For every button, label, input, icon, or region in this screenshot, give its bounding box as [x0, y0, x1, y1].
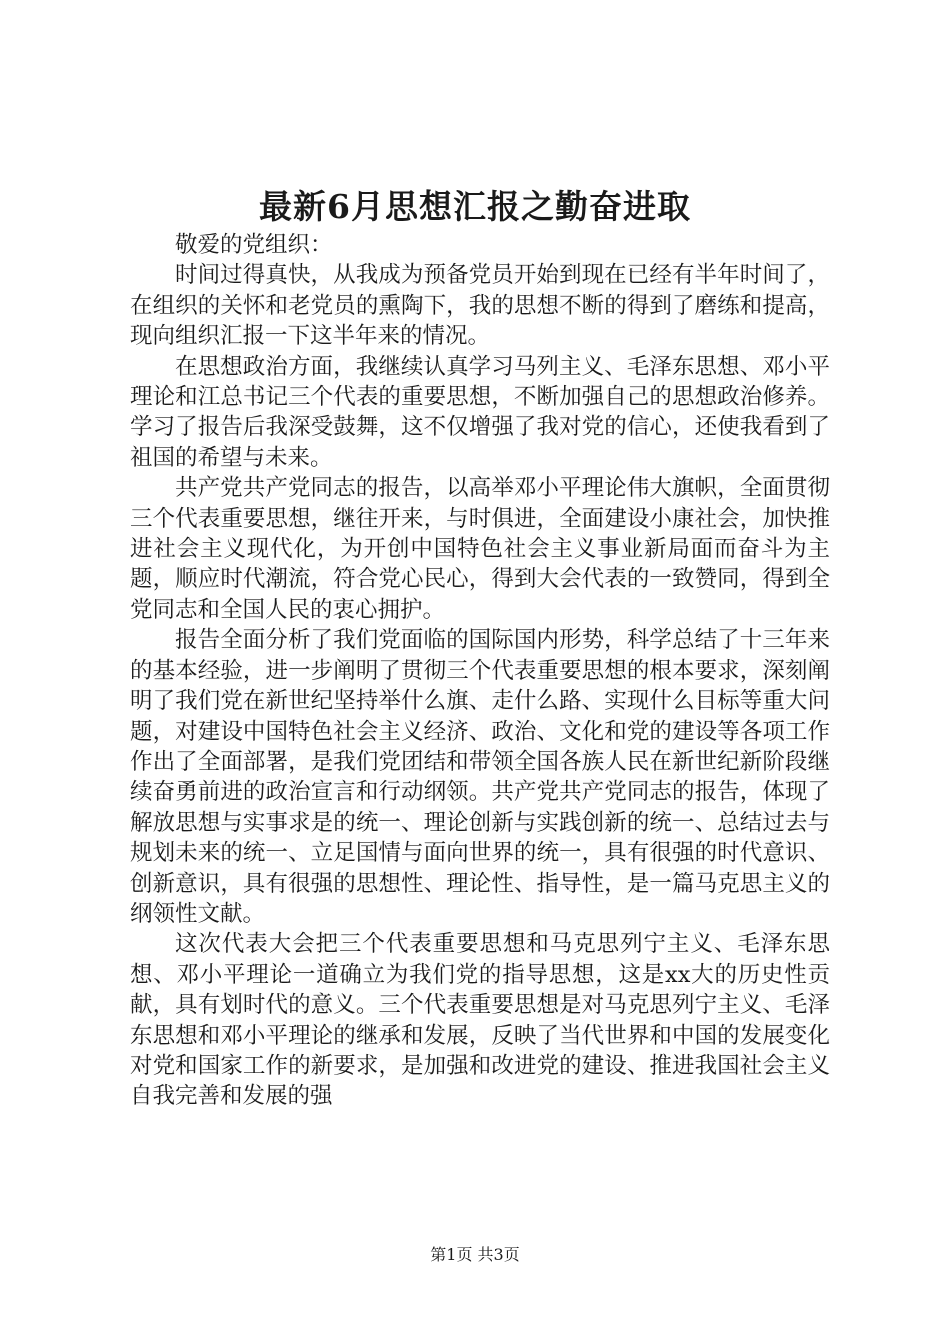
- page-title: 最新6月思想汇报之勤奋进取: [259, 187, 691, 226]
- paragraph: 时间过得真快，从我成为预备党员开始到现在已经有半年时间了，在组织的关怀和老党员的熏陶下，我的思想不断的得到了磨练和提高，现向组织汇报一下这半年来的情况。: [130, 262, 830, 350]
- paragraph: 报告全面分析了我们党面临的国际国内形势，科学总结了十三年来的基本经验，进一步阐明了贯彻三个代表重要思想的根本要求，深刻阐明了我们党在新世纪坚持举什么旗、走什么路、实现什么目标等重大问题，对建设中国特色社会主义经济、政治、文化和党的建设等各项工作作出了全面部署，是我们党团结和带领全国各族人民在新世纪新阶段继续奋勇前进的政治宣言和行动纲领。共产党共产党同志的报告，体现了解放思想与实事求是的统一、理论创新与实践创新的统一、总结过去与规划未来的统一、立足国情与面向世界的统一，具有很强的时代意识、创新意识，具有很强的思想性、理论性、指导性，是一篇马克思主义的纲领性文献。: [130, 627, 830, 927]
- page-number: 第1页 共3页: [430, 1245, 520, 1264]
- document-body: [130, 230, 830, 1112]
- paragraph: 共产党共产党同志的报告，以高举邓小平理论伟大旗帜，全面贯彻三个代表重要思想，继往开来，与时俱进，全面建设小康社会，加快推进社会主义现代化，为开创中国特色社会主义事业新局面而奋斗为主题，顺应时代潮流，符合党心民心，得到大会代表的一致赞同，得到全党同志和全国人民的衷心拥护。: [130, 475, 830, 623]
- paragraph: 这次代表大会把三个代表重要思想和马克思列宁主义、毛泽东思想、邓小平理论一道确立为我们党的指导思想，这是xx大的历史性贡献，具有划时代的意义。三个代表重要思想是对马克思列宁主义、毛泽东思想和邓小平理论的继承和发展，反映了当代世界和中国的发展变化对党和国家工作的新要求，是加强和改进党的建设、推进我国社会主义自我完善和发展的强: [130, 931, 830, 1110]
- paragraph: 在思想政治方面，我继续认真学习马列主义、毛泽东思想、邓小平理论和江总书记三个代表的重要思想，不断加强自己的思想政治修养。学习了报告后我深受鼓舞，这不仅增强了我对党的信心，还使我看到了祖国的希望与未来。: [130, 353, 830, 471]
- salutation: 敬爱的党组织：: [175, 232, 333, 258]
